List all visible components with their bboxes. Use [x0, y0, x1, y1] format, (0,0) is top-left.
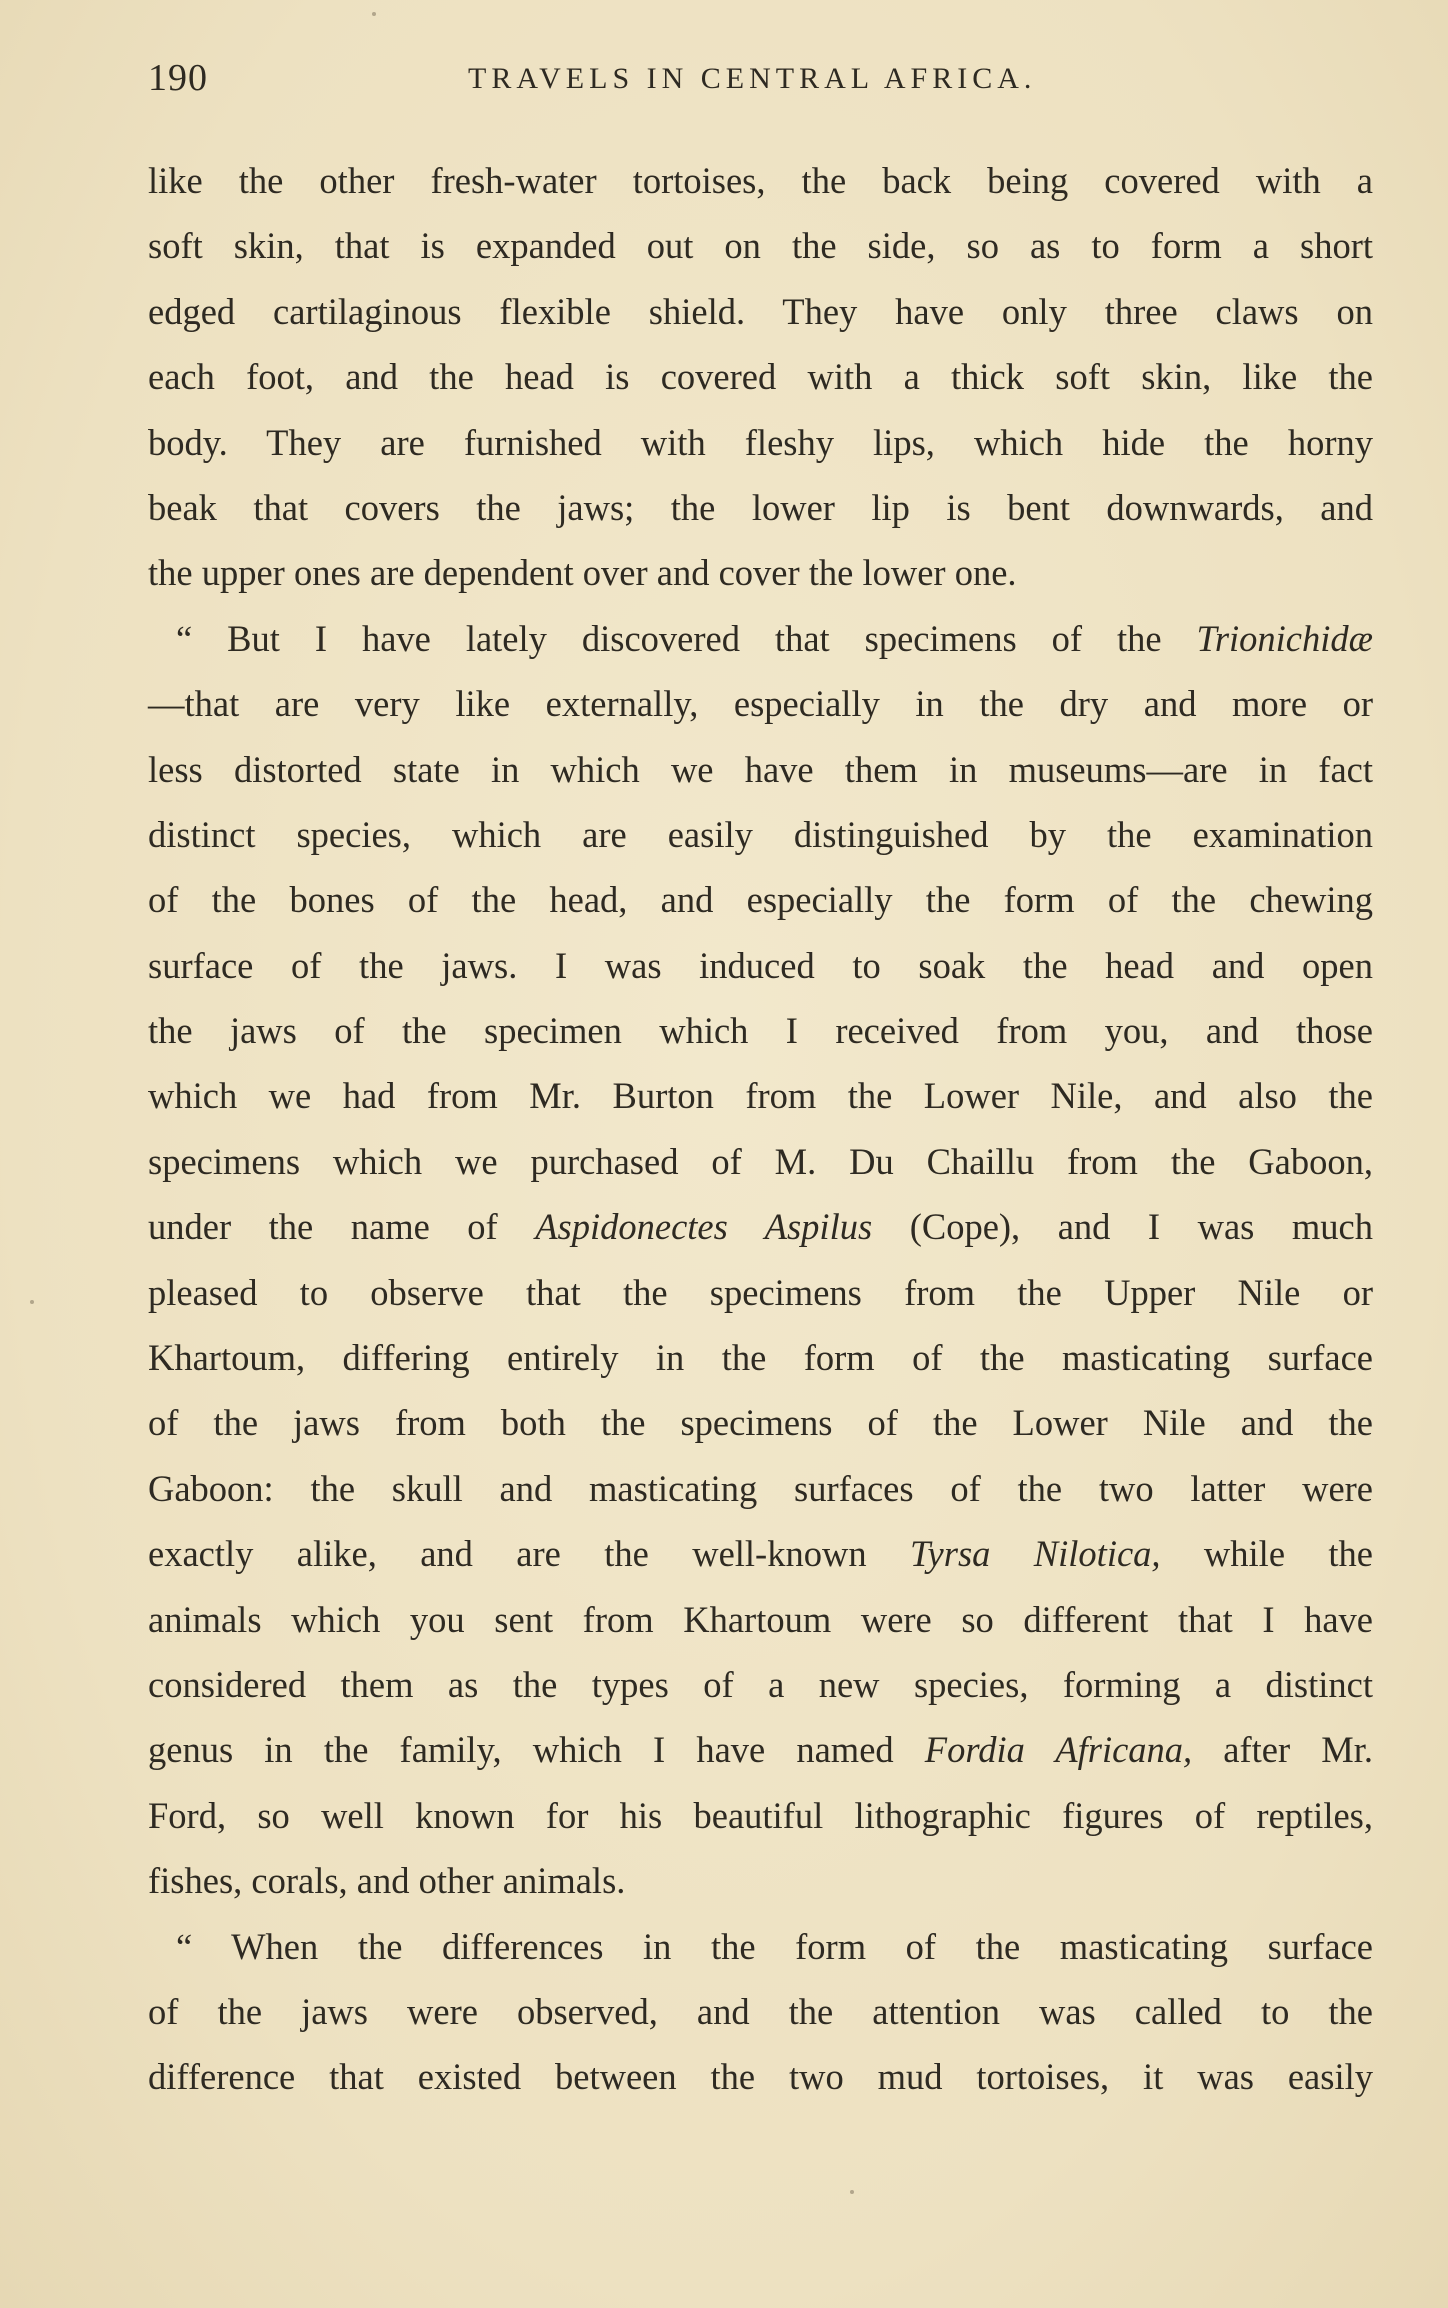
- text-segment: difference that existed between the two mud tortoises, it was easily: [148, 2056, 1373, 2098]
- text-line: [148, 1194, 1373, 1259]
- text-segment: each foot, and the head is covered with a thick soft skin, like the: [148, 356, 1373, 398]
- italic-species-name: Fordia Africana,: [924, 1729, 1193, 1771]
- text-segment: distinct species, which are easily distinguished by the examination: [148, 813, 1373, 855]
- text-line: [148, 606, 1373, 671]
- text-line: [148, 998, 1373, 1063]
- text-line: [148, 410, 1373, 475]
- text-segment: genus in the family, which I have named: [148, 1729, 925, 1771]
- text-line: [148, 1129, 1373, 1194]
- text-segment: after Mr.: [1192, 1729, 1374, 1771]
- text-line: [148, 1979, 1373, 2044]
- text-segment: fishes, corals, and other animals.: [148, 1860, 626, 1902]
- text-line: [148, 1783, 1373, 1848]
- page-number: 190: [148, 57, 208, 99]
- text-line: [148, 1652, 1373, 1717]
- running-title: TRAVELS IN CENTRAL AFRICA.: [468, 62, 1037, 95]
- body-text: [148, 148, 1373, 2110]
- text-segment: “ But I have lately discovered that specimens of the: [176, 617, 1197, 659]
- text-segment: while the: [1160, 1533, 1374, 1575]
- text-segment: of the jaws from both the specimens of the Lower Nile and the: [148, 1402, 1373, 1444]
- paper-speck: [850, 2190, 854, 2194]
- text-line: [148, 671, 1373, 736]
- text-segment: of the bones of the head, and especially the form of the chewing: [148, 879, 1373, 921]
- text-segment: edged cartilaginous flexible shield. They have only three claws on: [148, 290, 1373, 332]
- italic-species-name: Aspidonectes Aspilus: [535, 1206, 873, 1248]
- text-line: [148, 475, 1373, 540]
- text-line: [148, 1848, 1373, 1913]
- text-line: [148, 1456, 1373, 1521]
- text-line: [148, 933, 1373, 998]
- text-segment: which we had from Mr. Burton from the Lower Nile, and also the: [148, 1075, 1373, 1117]
- text-line: [148, 540, 1373, 605]
- text-line: [148, 867, 1373, 932]
- italic-species-name: Tyrsa Nilotica,: [909, 1533, 1161, 1575]
- text-line: [148, 344, 1373, 409]
- paper-speck: [372, 12, 376, 16]
- text-segment: Khartoum, differing entirely in the form of the masticating surface: [148, 1337, 1373, 1379]
- text-segment: of the jaws were observed, and the attention was called to the: [148, 1990, 1373, 2032]
- text-segment: (Cope), and I was much: [872, 1206, 1373, 1248]
- text-line: [148, 737, 1373, 802]
- text-line: [148, 802, 1373, 867]
- text-segment: the upper ones are dependent over and cover the lower one.: [148, 552, 1017, 594]
- text-segment: the jaws of the specimen which I received from you, and those: [148, 1010, 1373, 1052]
- text-segment: animals which you sent from Khartoum were so different that I have: [148, 1598, 1373, 1640]
- text-segment: pleased to observe that the specimens from the Upper Nile or: [148, 1271, 1373, 1313]
- text-line: [148, 213, 1373, 278]
- text-line: [148, 1325, 1373, 1390]
- text-line: [148, 1063, 1373, 1128]
- text-segment: specimens which we purchased of M. Du Chaillu from the Gaboon,: [148, 1140, 1373, 1182]
- text-segment: “ When the differences in the form of the masticating surface: [176, 1925, 1373, 1967]
- text-line: [148, 279, 1373, 344]
- text-segment: surface of the jaws. I was induced to soak the head and open: [148, 944, 1373, 986]
- text-segment: Ford, so well known for his beautiful lithographic figures of reptiles,: [148, 1794, 1373, 1836]
- text-line: [148, 1587, 1373, 1652]
- text-segment: exactly alike, and are the well-known: [148, 1533, 910, 1575]
- text-segment: like the other fresh-water tortoises, the back being covered with a: [148, 160, 1373, 201]
- text-segment: less distorted state in which we have them in museums—are in fact: [148, 748, 1373, 790]
- text-segment: soft skin, that is expanded out on the side, so as to form a short: [148, 225, 1373, 267]
- text-line: [148, 1260, 1373, 1325]
- paper-speck: [30, 1300, 34, 1304]
- text-line: [148, 2044, 1373, 2109]
- text-line: [148, 148, 1373, 213]
- text-line: [148, 1521, 1373, 1586]
- text-segment: beak that covers the jaws; the lower lip is bent downwards, and: [148, 486, 1373, 528]
- text-segment: body. They are furnished with fleshy lips, which hide the horny: [148, 421, 1373, 463]
- text-line: [148, 1390, 1373, 1455]
- text-segment: under the name of: [148, 1206, 536, 1248]
- italic-species-name: Trionichidæ: [1196, 617, 1373, 659]
- page-header: [148, 56, 1373, 106]
- text-segment: considered them as the types of a new species, forming a distinct: [148, 1663, 1373, 1705]
- text-segment: Gaboon: the skull and masticating surfaces of the two latter were: [148, 1467, 1373, 1509]
- text-line: [148, 1914, 1373, 1979]
- text-line: [148, 1717, 1373, 1782]
- text-segment: —that are very like externally, especially in the dry and more or: [148, 683, 1373, 725]
